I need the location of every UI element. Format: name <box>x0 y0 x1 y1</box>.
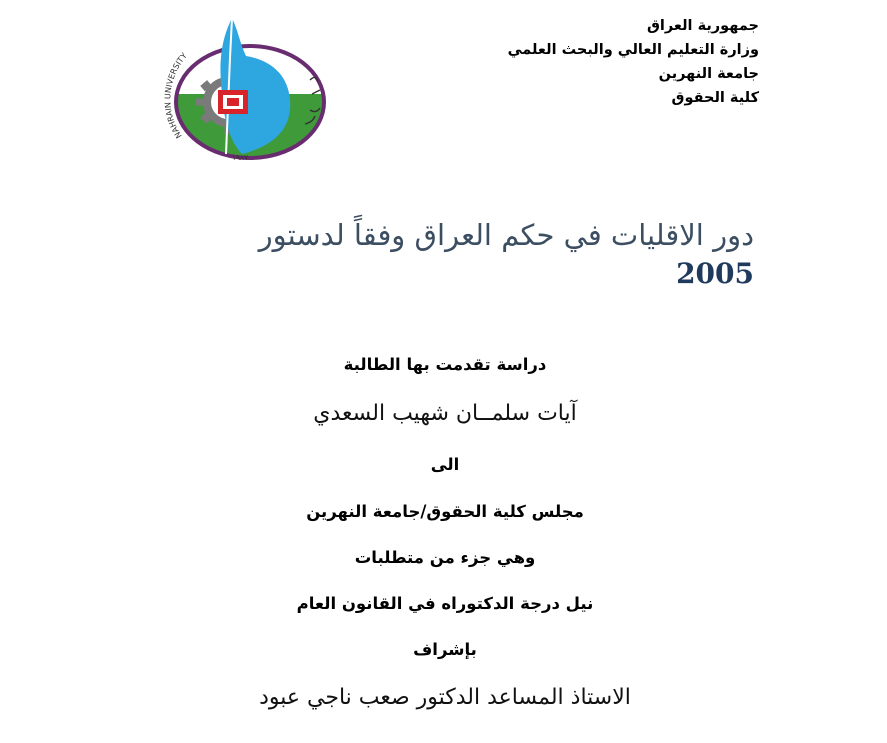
degree-text: نيل درجة الدكتوراه في القانون العام <box>296 594 594 613</box>
requirement-text: وهي جزء من متطلبات <box>354 548 536 567</box>
supervisor-name: الاستاذ المساعد الدكتور صعب ناجي عبود <box>259 685 631 710</box>
header-ministry: وزارة التعليم العالي والبحث العلمي <box>507 42 759 58</box>
header-country: جمهورية العراق <box>646 18 759 34</box>
title-line1: دور الاقليات في حكم العراق وفقاً لدستور <box>258 218 754 252</box>
student-name: آيات سلمــان شهيب السعدي <box>313 401 577 426</box>
institution-header <box>508 14 759 110</box>
seal-year: ١٩٨٧ <box>232 153 249 162</box>
thesis-title <box>54 214 754 292</box>
to-label: الى <box>430 455 460 474</box>
council-name: مجلس كلية الحقوق/جامعة النهرين <box>306 502 584 521</box>
header-university: جامعة النهرين <box>658 66 759 82</box>
title-line2: 2005 <box>676 257 754 290</box>
university-seal-icon <box>160 14 336 166</box>
seal-ring-text: NAHRAIN UNIVERSITY <box>163 51 189 140</box>
header-college: كلية الحقوق <box>671 90 759 106</box>
study-intro: دراسة تقدمت بها الطالبة <box>343 355 547 374</box>
supervision-label: بإشراف <box>413 640 477 659</box>
